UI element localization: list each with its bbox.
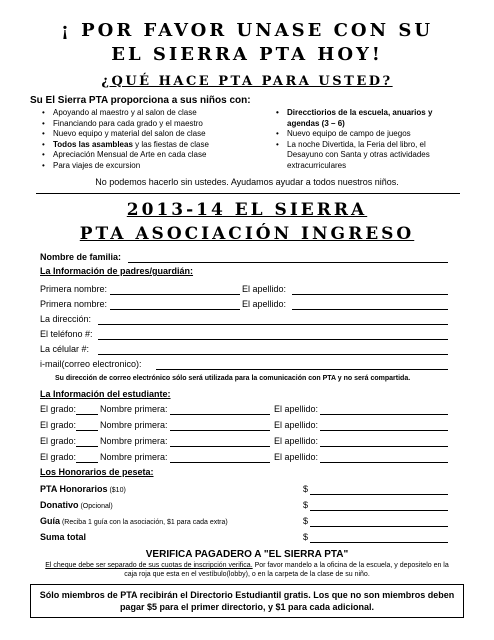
student2-grade-input[interactable] <box>76 430 98 431</box>
fee-donation-input[interactable] <box>310 510 448 511</box>
fee-dollar: $ <box>303 500 309 510</box>
intro-right-list <box>276 108 461 171</box>
student2-grade-label: El grado: <box>40 420 77 430</box>
footer-note-box <box>30 584 464 618</box>
cell-label: La célular #: <box>40 344 90 354</box>
fee-dollar: $ <box>303 516 309 526</box>
divider <box>36 193 460 194</box>
student1-grade-input[interactable] <box>76 414 98 415</box>
parent2-last-input[interactable] <box>292 309 448 310</box>
fee-guide-input[interactable] <box>310 526 448 527</box>
parent2-first-input[interactable] <box>110 309 240 310</box>
student3-first-label: Nombre primera: <box>100 436 168 446</box>
list-item: • Apreciación Mensual de Arte en cada clase <box>42 150 267 161</box>
student3-first-input[interactable] <box>170 446 270 447</box>
student1-first-input[interactable] <box>170 414 270 415</box>
parents-heading: La Información de padres/guardián: <box>40 266 194 276</box>
payable-note <box>40 561 454 579</box>
list-item: • Apoyando al maestro y al salon de clase <box>42 108 267 119</box>
student1-last-input[interactable] <box>320 414 448 415</box>
phone-input[interactable] <box>98 339 448 340</box>
list-item: • Direcctiorios de la escuela, anuarios y agendas (3 – 6) <box>276 108 461 129</box>
fee-note: (Opcional) <box>78 503 113 510</box>
student-heading: La Información del estudiante: <box>40 389 171 399</box>
student3-grade-input[interactable] <box>76 446 98 447</box>
family-name-input[interactable] <box>128 262 448 263</box>
cell-input[interactable] <box>98 354 448 355</box>
student3-last-input[interactable] <box>320 446 448 447</box>
fee-label: Donativo <box>40 500 79 510</box>
payable-note-underlined: El cheque debe ser separado de sus cuotas de inscripción verifica. <box>45 562 253 569</box>
student4-grade-label: El grado: <box>40 452 77 462</box>
fees-heading: Los Honorarios de peseta: <box>40 467 154 477</box>
payable-note-rest: Por favor mandelo a la oficina de la escuela, y depositelo en la caja roja que esta en el vestíbulo(lobby), o en la carpeta de la clase de su niño. <box>124 562 449 578</box>
list-item <box>42 140 267 151</box>
intro-tagline: No podemos hacerlo sin ustedes. Ayudamos ayudar a todos nuestros niños. <box>95 177 399 187</box>
email-label: i-mail(correo electronico): <box>40 359 142 369</box>
fee-row-guide <box>40 516 228 526</box>
fee-dollar: $ <box>303 532 309 542</box>
fee-label: Guía <box>40 516 61 526</box>
fee-dollar: $ <box>303 484 309 494</box>
fee-row-donation <box>40 500 113 510</box>
student3-last-label: El apellido: <box>274 436 319 446</box>
fee-row-total <box>40 532 86 542</box>
student1-first-label: Nombre primera: <box>100 404 168 414</box>
parent1-first-input[interactable] <box>110 294 240 295</box>
footer-note: Sólo miembros de PTA recibirán el Directorio Estudiantil gratis. Los que no son miembros deben pagar $5 para el primer directorio, y $1 para cada adicional. <box>39 590 455 612</box>
email-note: Su dirección de correo electrónico sólo será utilizada para la comunicación con PTA y no será compartida. <box>55 375 411 382</box>
parent1-last-input[interactable] <box>292 294 448 295</box>
phone-label: El teléfono #: <box>40 329 93 339</box>
student2-first-label: Nombre primera: <box>100 420 168 430</box>
list-item-rest: y las fiestas de clase <box>132 139 209 149</box>
family-name-label: Nombre de familia: <box>40 252 122 262</box>
student2-last-input[interactable] <box>320 430 448 431</box>
intro-lead: Su El Sierra PTA proporciona a sus niños con: <box>30 95 251 106</box>
form-title-line2: PTA ASOCIACIÓN INGRESO <box>79 224 415 244</box>
address-label: La dirección: <box>40 314 92 324</box>
list-item: • Nuevo equipo de campo de juegos <box>276 129 461 140</box>
student4-first-label: Nombre primera: <box>100 452 168 462</box>
header-title-line1: ¡ POR FAVOR UNASE CON SU <box>60 20 434 41</box>
fee-total-input[interactable] <box>310 542 448 543</box>
form-title-line1: 2013-14 EL SIERRA <box>126 200 368 220</box>
fee-label: Suma total <box>40 532 87 542</box>
student4-last-input[interactable] <box>320 462 448 463</box>
fee-pta-input[interactable] <box>310 494 448 495</box>
student1-grade-label: El grado: <box>40 404 77 414</box>
list-item-bold: Todos las asambleas <box>53 139 133 149</box>
list-item: • Nuevo equipo y material del salon de clase <box>42 129 267 140</box>
header-title-line2: EL SIERRA PTA HOY! <box>111 44 383 65</box>
student4-first-input[interactable] <box>170 462 270 463</box>
parent1-last-label: El apellido: <box>242 284 287 294</box>
student3-grade-label: El grado: <box>40 436 77 446</box>
student4-last-label: El apellido: <box>274 452 319 462</box>
payable-heading: VERIFICA PAGADERO A "EL SIERRA PTA" <box>145 549 349 560</box>
fee-note: (Reciba 1 guía con la asociación, $1 para cada extra) <box>60 519 228 526</box>
fee-row-pta <box>40 484 126 494</box>
fee-label: PTA Honorarios <box>40 484 108 494</box>
list-item: • Para viajes de excursion <box>42 161 267 172</box>
header-subtitle: ¿QUÉ HACE PTA PARA USTED? <box>101 74 393 89</box>
intro-left-list <box>42 108 267 171</box>
student2-first-input[interactable] <box>170 430 270 431</box>
fee-note: ($10) <box>107 487 126 494</box>
parent2-first-label: Primera nombre: <box>40 299 108 309</box>
student4-grade-input[interactable] <box>76 462 98 463</box>
email-input[interactable] <box>156 369 448 370</box>
parent1-first-label: Primera nombre: <box>40 284 108 294</box>
list-item: • La noche Divertida, la Feria del libro, el Desayuno con Santa y otras actividades extracurriculares <box>276 140 461 172</box>
list-item: • Financiando para cada grado y el maestro <box>42 119 267 130</box>
parent2-last-label: El apellido: <box>242 299 287 309</box>
student2-last-label: El apellido: <box>274 420 319 430</box>
student1-last-label: El apellido: <box>274 404 319 414</box>
address-input[interactable] <box>98 324 448 325</box>
